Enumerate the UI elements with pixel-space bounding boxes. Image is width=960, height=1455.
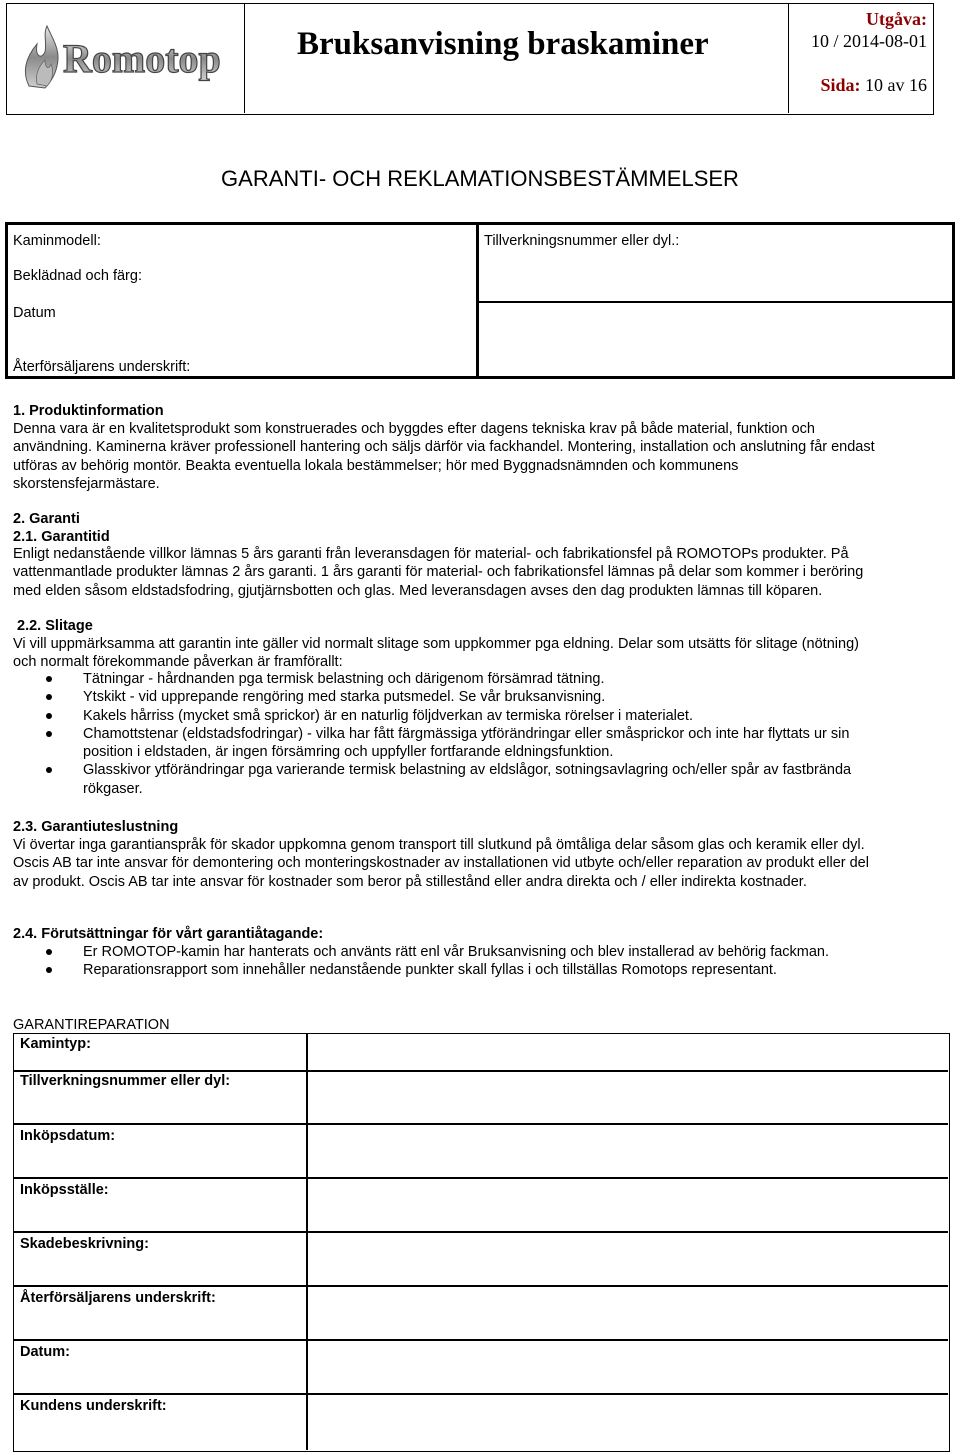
document-title: Bruksanvisning braskaminer: [297, 26, 709, 62]
section-2-1-body: Enligt nedanstående villkor lämnas 5 års garanti från leveransdagen för material- och fabrikationsfel på ROMOTOPs produkter. På vattenmantlade produkter lämnas 2 års garanti. 1 års garanti för material- och fabrikationsfel lämnas på delar som kommer i beröring med elden såsom eldstadsfodring, gjutjärnsbotten och glas. Med leveransdagen avses den dag produkten lämnas till köparen.: [13, 546, 864, 599]
form-divider: [479, 301, 952, 303]
form-divider: [14, 1070, 948, 1072]
repair-title: GARANTIREPARATION: [13, 1017, 170, 1033]
serial-number-label: Tillverkningsnummer eller dyl:: [20, 1073, 231, 1089]
flame-icon: [25, 26, 58, 88]
form-divider: [306, 1034, 308, 1450]
form-divider: [14, 1393, 948, 1395]
logo-cell: [7, 4, 245, 113]
dealer-signature-label: Återförsäljarens underskrift:: [13, 359, 191, 375]
wear-list: [13, 670, 948, 798]
form-divider: [14, 1285, 948, 1287]
list-item: Chamottstenar (eldstadsfodringar) - vilka har fått färgmässiga ytförändringar eller småsprickor och inte har flyttats ur sin position i eldstaden, är ingen försämring och uppfyller fortfarande eldningsfunktion.: [13, 725, 948, 762]
list-item: Reparationsrapport som innehåller nedanstående punkter skall fyllas i och tillställas Romotops representant.: [13, 961, 948, 979]
list-item: Tätningar - hårdnanden pga termisk belastning och därigenom försämrad tätning.: [13, 670, 948, 688]
romotop-logo: [7, 4, 243, 111]
date-label: Datum:: [20, 1344, 70, 1360]
page-label: Sida:: [820, 75, 861, 95]
bullet-icon: [46, 767, 52, 773]
bullet-icon: [46, 949, 52, 955]
dealer-signature-label: Återförsäljarens underskrift:: [20, 1290, 216, 1306]
section-2-3-body: Vi övertar inga garantianspråk för skador uppkomna genom transport till slutkund på ömtåliga delar såsom glas och keramik eller dyl. Oscis AB tar inte ansvar för demontering och monteringskostnader av installationen vid utbyte och/eller reparation av produkt eller del av produkt. Oscis AB tar inte ansvar för kostnader som beror på stillestånd eller andra direkta och / eller indirekta kostnader.: [13, 837, 869, 890]
serial-label: Tillverkningsnummer eller dyl.:: [484, 233, 680, 249]
section-2-2-title: 2.2. Slitage: [13, 618, 93, 634]
list-item: Glasskivor ytförändringar pga varierande termisk belastning av eldslågor, sotningsavlagring och/eller spår av fastbrända rökgaser.: [13, 761, 948, 798]
bullet-icon: [46, 676, 52, 682]
list-item: Er ROMOTOP-kamin har hanterats och använts rätt enl vår Bruksanvisning och blev installerad av behörig fackman.: [13, 943, 948, 961]
bullet-icon: [46, 967, 52, 973]
document-title-cell: [245, 4, 789, 113]
date-label: Datum: [13, 305, 56, 321]
model-label: Kaminmodell:: [13, 233, 101, 249]
purchase-place-label: Inköpsställe:: [20, 1182, 109, 1198]
document-header: [6, 3, 934, 115]
list-item: Ytskikt - vid upprepande rengöring med starka putsmedel. Se vår bruksanvisning.: [13, 688, 948, 706]
damage-description-label: Skadebeskrivning:: [20, 1236, 149, 1252]
form-divider: [14, 1339, 948, 1341]
stove-type-label: Kamintyp:: [20, 1036, 91, 1052]
bullet-icon: [46, 713, 52, 719]
conditions-list: [13, 943, 948, 980]
form-divider: [14, 1177, 948, 1179]
document-meta-cell: [789, 4, 933, 113]
section-2-4-title: 2.4. Förutsättningar för vårt garantiåtagande:: [13, 926, 324, 942]
page-value: 10 av 16: [865, 75, 927, 95]
section-1-body: Denna vara är en kvalitetsprodukt som konstruerades och byggdes efter dagens tekniska krav på både material, funktion och användning. Kaminerna kräver professionell hantering och säljs därför via fackhandel. Montering, installation och anslutning får endast utföras av behörig montör. Beakta eventuella lokala bestämmelser; hör med Byggnadsnämnden och kommunens skorstensfejarmästare.: [13, 421, 875, 492]
section-2-1-title: 2.1. Garantitid: [13, 529, 110, 545]
section-2-3-title: 2.3. Garantiuteslustning: [13, 819, 179, 835]
section-2-title: 2. Garanti: [13, 511, 80, 527]
purchase-date-label: Inköpsdatum:: [20, 1128, 116, 1144]
bullet-icon: [46, 694, 52, 700]
repair-form: [13, 1033, 950, 1452]
form-divider: [14, 1231, 948, 1233]
section-2-2-body: Vi vill uppmärksamma att garantin inte gäller vid normalt slitage som uppkommer pga eldning. Delar som utsätts för slitage (nötning) och normalt förekommande påverkan är framförallt:: [13, 636, 859, 671]
customer-signature-label: Kundens underskrift:: [20, 1398, 167, 1414]
product-info-form: [5, 222, 955, 379]
bullet-icon: [46, 731, 52, 737]
edition-label: Utgåva:: [866, 9, 927, 29]
svg-text:Romotop: Romotop: [63, 36, 221, 81]
section-1-title: 1. Produktinformation: [13, 403, 164, 419]
page-title: GARANTI- OCH REKLAMATIONSBESTÄMMELSER: [221, 166, 739, 191]
edition-value: 10 / 2014-08-01: [811, 31, 927, 51]
list-item: Kakels hårriss (mycket små sprickor) är en naturlig följdverkan av termiska rörelser i materialet.: [13, 707, 948, 725]
cladding-label: Beklädnad och färg:: [13, 268, 142, 284]
form-divider: [14, 1123, 948, 1125]
